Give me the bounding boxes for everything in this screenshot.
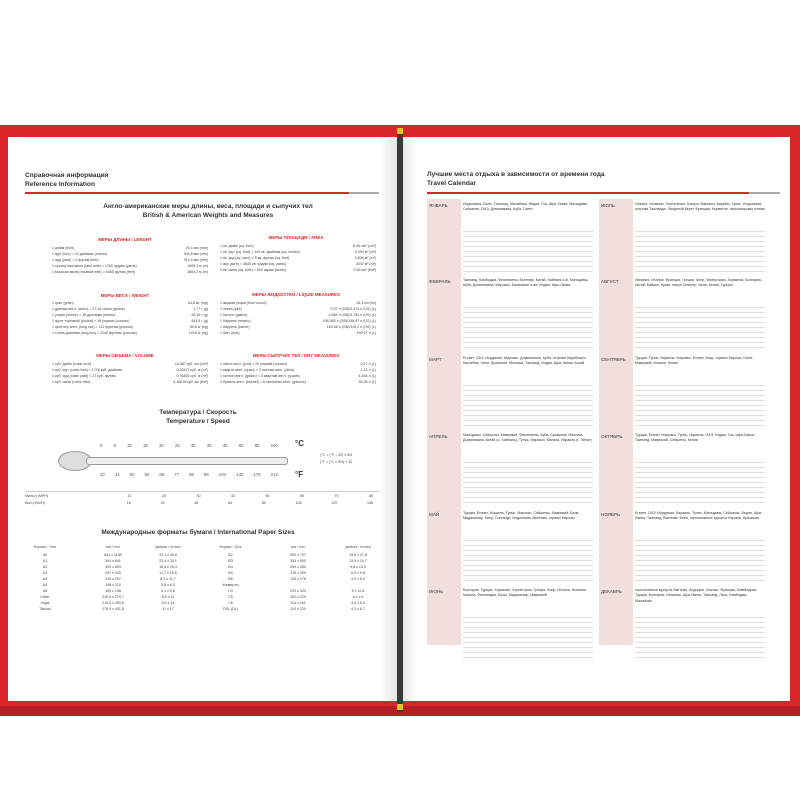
paper-cell: дюймы / inches	[155, 545, 181, 549]
month-places: Египет, ОАЭ, Иордания, Израиль, Тунис, Мальдивы, Сейшелы, Индия, Шри-Ланка, Таиланд, Вьетнам, Бали, горнолыжные курорты Европы, Бразилия	[635, 511, 763, 521]
temperature-title-en: Temperature / Speed	[166, 418, 230, 425]
writing-line	[635, 570, 765, 571]
writing-line	[635, 241, 765, 242]
month-band	[427, 508, 461, 585]
paper-cell: Legal	[40, 601, 50, 605]
writing-line	[463, 487, 593, 488]
paper-sizes-title: Международные форматы бумаги / International Paper Sizes	[101, 529, 295, 536]
binding-spine	[397, 128, 403, 712]
writing-line	[463, 497, 593, 498]
writing-line	[463, 322, 593, 323]
paper-cell: 841 x 1189	[104, 553, 122, 557]
writing-line	[463, 570, 593, 571]
paper-cell: 4,9 x 6,9	[351, 577, 365, 581]
left-page	[8, 137, 399, 701]
month-places: Египет, ОАЭ, Иордания, Марокко, Доминикана, Куба, острова Карибского бассейна, Чили, Бразилия, Мексика, Таиланд, Индия, Шри-Ланка, Китай	[463, 356, 586, 366]
writing-line	[463, 560, 593, 561]
writing-line	[635, 271, 765, 272]
writing-line	[635, 497, 765, 498]
fahrenheit-unit: °F	[295, 470, 304, 479]
writing-line	[463, 405, 593, 406]
month-places: Испания, Италия, Франция, Греция, Кипр, Черногория, Хорватия, Болгария, Китай, Байкал, Крым, озера Селигер, Бали, Кения, Турция	[635, 278, 762, 288]
writing-line	[635, 487, 765, 488]
paper-cell: мм / mm	[106, 545, 120, 549]
writing-line	[463, 482, 593, 483]
writing-line	[463, 575, 593, 576]
writing-line	[635, 642, 765, 643]
month-band	[599, 585, 633, 645]
writing-line	[463, 647, 593, 648]
liquid-row: 1 галлон (gallon) 4,546 л (GB)/3,784 л (US) (L)	[220, 313, 376, 317]
writing-line	[635, 652, 765, 653]
month-places: Италия, Испания, Португалия, Греция, Марокко, Карибы, Тунис, Индонезия, острова Таиланда, Лазурный берег Франции, Норвегия, черноморские пляжи	[635, 202, 765, 212]
month-name: ДЕКАБРЬ	[601, 589, 623, 594]
paper-cell: B4	[228, 565, 233, 569]
formula-f: (°F = (°C x 9/5) + 32	[320, 460, 353, 464]
paper-cell: 420 x 594	[105, 565, 121, 569]
writing-line	[463, 657, 593, 658]
month-name: ФЕВРАЛЬ	[429, 279, 451, 284]
writing-line	[635, 627, 765, 628]
temperature-title-ru: Температура / Скорость	[159, 409, 237, 416]
month-name: АВГУСТ	[601, 279, 619, 284]
writing-line	[635, 575, 765, 576]
writing-line	[463, 502, 593, 503]
paper-cell: 8,3 x 11,7	[160, 577, 176, 581]
writing-line	[463, 415, 593, 416]
right-gutter-shade	[401, 137, 417, 701]
writing-line	[463, 256, 593, 257]
writing-line	[635, 332, 765, 333]
paper-cell: 4,5 x 6,4	[351, 601, 365, 605]
writing-line	[463, 642, 593, 643]
month-band	[427, 275, 461, 353]
paper-cell: 4,3 x 8,7	[351, 607, 365, 611]
writing-line	[635, 502, 765, 503]
paper-cell: 279,4 x 431,8	[102, 607, 124, 611]
writing-line	[635, 492, 765, 493]
kmh-row: Км/ч (Km/H) 16 32 48 64 80 105 120 136	[25, 501, 373, 505]
paper-cell: 250 x 353	[290, 565, 306, 569]
length-row: 1 сухопутная миля (land mile) = 1760 ярдам (yards) 1609,3 м (m)	[52, 264, 208, 268]
area-section-title: МЕРЫ ПЛОЩАДИ / AREA	[268, 235, 324, 240]
right-page	[401, 137, 790, 701]
length-row: 1 ярд (yard) = 3 футам (feet) 914,4 мм (mm)	[52, 258, 208, 262]
length-row: 1 фут (foot) = 12 дюймам (inches) 304,8 мм (mm)	[52, 252, 208, 256]
writing-line	[463, 477, 593, 478]
volume-row: 1 куб. дюйм (cubic inch) 16,387 куб. см (cm³)	[52, 362, 208, 366]
writing-line	[635, 337, 765, 338]
writing-line	[635, 545, 765, 546]
thermometer-graphic	[58, 449, 288, 471]
writing-line	[635, 251, 765, 252]
paper-cell: 229 x 324	[290, 589, 306, 593]
paper-cell: 9,8 x 13,9	[350, 565, 366, 569]
paper-cell: 11,7 x 16,5	[159, 571, 177, 575]
area-row: 1 кв. дюйм (sq. inch) 6,45 см² (cm²)	[220, 244, 376, 248]
month-band	[427, 585, 461, 645]
paper-cell: A4	[42, 577, 48, 581]
left-page-header-ru: Справочная информация	[25, 172, 109, 179]
dry-row: 1 бушель англ. (bushel) = 8 галлонам англ. (gallons) 36,36 л (L)	[220, 380, 376, 384]
paper-cell: A5	[42, 583, 48, 587]
writing-line	[635, 312, 765, 313]
paper-cell: 9 x 12,8	[351, 589, 365, 593]
volume-section-title: МЕРЫ ОБЪЕМА / VOLUME	[96, 353, 154, 358]
paper-cell: 105 x 148	[105, 589, 121, 593]
paper-cell: B6	[228, 577, 233, 581]
paper-cell: 162 x 229	[290, 595, 306, 599]
paper-cell: 6,9 x 9,8	[351, 571, 365, 575]
month-band	[599, 430, 633, 508]
month-band	[599, 275, 633, 353]
paper-cell: 114 x 162	[290, 601, 306, 605]
month-places: Турция, Тунис, Израиль, Марокко, Египет, Кипр, страны Европы, Бали, Маврикий, Мальта, Кения	[635, 356, 753, 366]
writing-line	[463, 395, 593, 396]
weight-row: 1 тонна длинная (long ton) = 2240 фунтам (pounds) 1016 кг (kg)	[52, 331, 208, 335]
paper-cell: Конверты	[222, 583, 239, 587]
left-page-header-en: Reference Information	[25, 181, 95, 188]
writing-line	[635, 477, 765, 478]
measures-title-ru: Англо-американские меры длины, веса, площади и сыпучих тел	[103, 203, 313, 210]
month-band	[427, 199, 461, 275]
dry-section-title: МЕРЫ СЫПУЧИХ ТЕЛ / DRY MEASURES	[252, 353, 340, 358]
writing-line	[463, 261, 593, 262]
fahrenheit-scale: 32 41 50 59 68 77 86 95 104 140 176 212	[100, 472, 278, 477]
celsius-unit: °C	[295, 439, 304, 448]
paper-cell: A0	[42, 553, 48, 557]
paper-cell: 23,4 x 33,1	[159, 559, 177, 563]
writing-line	[463, 246, 593, 247]
writing-line	[463, 241, 593, 242]
paper-cell: 210 x 297	[105, 577, 121, 581]
paper-cell: 4,1 x 5,8	[161, 589, 175, 593]
writing-line	[463, 251, 593, 252]
paper-cell: Letter	[40, 595, 50, 599]
month-name: ИЮНЬ	[429, 589, 444, 594]
month-places: Индонезия, Бали, Таиланд, Малайзия, Индия, Гоа, Шри-Ланка, Мальдивы, Сейшелы, ОАЭ, Доминикана, Куба, Гаити	[463, 202, 588, 212]
writing-line	[463, 492, 593, 493]
writing-line	[463, 632, 593, 633]
writing-line	[463, 472, 593, 473]
writing-line	[635, 617, 765, 618]
writing-line	[463, 271, 593, 272]
area-row: 1 кв. миля (sq. mile) = 640 акрам (acres) 2,59 км² (km²)	[220, 268, 376, 272]
paper-cell: 110 x 220	[290, 607, 306, 611]
writing-line	[463, 307, 593, 308]
writing-line	[635, 327, 765, 328]
month-name: АПРЕЛЬ	[429, 434, 448, 439]
length-row: 1 дюйм (inch) 25,4 мм (mm)	[52, 246, 208, 250]
writing-line	[635, 246, 765, 247]
month-places: Таиланд, Камбоджа, Филиппины, Вьетнам, Китай, Хайнань о-в, Мальдивы, Куба, Доминикана, Марокко, Багамские о-ва, Индия, Шри-Ланка	[463, 278, 589, 288]
writing-line	[635, 647, 765, 648]
writing-line	[463, 410, 593, 411]
writing-line	[463, 617, 593, 618]
writing-line	[635, 395, 765, 396]
weight-row: 1 фунт торговый (pound) = 16 унциям (ounces) 453,6 г (g)	[52, 319, 208, 323]
writing-line	[635, 462, 765, 463]
writing-line	[463, 317, 593, 318]
month-band	[599, 199, 633, 275]
month-places: Турция, Египет, Израиль, Тунис, Марокко, Сейшелы, Маврикий, Бали, Мадагаскар, Кипр, Сингапур, Индонезия, Вьетнам, страны Европы	[463, 511, 580, 521]
paper-cell: 594 x 841	[105, 559, 121, 563]
writing-line	[635, 622, 765, 623]
writing-line	[463, 550, 593, 551]
writing-line	[635, 410, 765, 411]
writing-line	[635, 390, 765, 391]
liquid-row: 1 баррель (нефть) 158,988 л (GB)/158,97 л (US) (L)	[220, 319, 376, 323]
month-name: НОЯБРЬ	[601, 512, 621, 517]
paper-cell: 16,5 x 23,4	[159, 565, 177, 569]
weight-row: 1 драхма англ. (dram) = 27,34 грана (grains) 1,77 г (g)	[52, 307, 208, 311]
length-section-title: МЕРЫ ДЛИНЫ / LENGHT	[98, 237, 152, 242]
month-band	[599, 508, 633, 585]
writing-line	[463, 627, 593, 628]
speed-rule	[25, 491, 379, 492]
paper-cell: A6	[42, 589, 48, 593]
formula-c: (°C = (°F – 32) x 5/9	[320, 453, 353, 457]
writing-line	[635, 565, 765, 566]
writing-line	[463, 425, 593, 426]
volume-row: 1 куб. фут (cubic foot) = 1728 куб. дюймам 0,02817 куб. м (m³)	[52, 368, 208, 372]
writing-line	[463, 540, 593, 541]
writing-line	[635, 550, 765, 551]
month-name: СЕНТЯБРЬ	[601, 357, 626, 362]
month-name: ЯНВАРЬ	[429, 203, 448, 208]
paper-cell: 19,6 x 27,8	[349, 553, 367, 557]
writing-line	[463, 652, 593, 653]
writing-line	[463, 231, 593, 232]
header-gray-rule	[349, 192, 379, 194]
writing-line	[463, 385, 593, 386]
writing-line	[635, 472, 765, 473]
writing-line	[635, 637, 765, 638]
writing-line	[463, 312, 593, 313]
writing-line	[463, 580, 593, 581]
paper-cell: Формат / Size	[219, 545, 242, 549]
length-row: 1 морская миля (nautical mile) = 6080 футам (feet) 1853,2 м (m)	[52, 270, 208, 274]
dry-row: 1 кварта англ. (quart) = 2 пинтам англ. (pints) 1,13 л (L)	[220, 368, 376, 372]
liquid-row: 1 жидкая унция (fluid ounce) 28,4 мл (ml)	[220, 301, 376, 305]
writing-line	[635, 420, 765, 421]
header-red-rule	[25, 192, 349, 194]
writing-line	[635, 405, 765, 406]
month-places: горнолыжные курорты Австрии, Андорры, Италии, Франции, Швейцарии, Турция, Болгария, Испания, Шри-Ланка, Таиланд, Лаос, Камбоджа, Малайзия	[635, 588, 758, 603]
writing-line	[463, 420, 593, 421]
month-name: МАЙ	[429, 512, 440, 517]
header-gray-rule	[749, 192, 780, 194]
writing-line	[463, 565, 593, 566]
right-page-header-ru: Лучшие места отдыха в зависимости от времени года	[427, 171, 605, 178]
writing-line	[463, 332, 593, 333]
paper-cell: 215,9 x 355,6	[102, 601, 124, 605]
writing-line	[463, 327, 593, 328]
weight-row: 1 гран (grain) 64,8 мг (mg)	[52, 301, 208, 305]
paper-cell: A3	[42, 571, 48, 575]
writing-line	[463, 236, 593, 237]
weight-section-title: МЕРЫ ВЕСА / WEIGHT	[100, 293, 150, 298]
dry-row: 1 пинта англ. (pint) = 20 унциям (ounces) 0,57 л (L)	[220, 362, 376, 366]
paper-cell: 11 x 17	[162, 607, 174, 611]
writing-line	[463, 467, 593, 468]
writing-line	[635, 231, 765, 232]
writing-line	[635, 415, 765, 416]
volume-row: 1 куб. миля (cubic mile) 4,16818 куб. км (km³)	[52, 380, 208, 384]
month-band	[427, 430, 461, 508]
writing-line	[463, 266, 593, 267]
month-places: Мальдивы, Сейшелы, Маврикий, Филиппины, Куба, Бразилия, Мексика, Доминикана, Китай (о. Хайнань), Тунис, Марокко, Мальта, Израиль (г. Эйлат)	[463, 433, 592, 443]
writing-line	[463, 342, 593, 343]
area-row: 1 кв. фут (sq. foot) = 144 кв. дюймам (sq. inches) 0,093 м² (m²)	[220, 250, 376, 254]
paper-cell: B2	[228, 553, 233, 557]
paper-cell: 33,1 x 46,8	[159, 553, 177, 557]
paper-cell: 500 x 707	[290, 553, 306, 557]
writing-line	[635, 632, 765, 633]
month-band	[599, 353, 633, 430]
paper-cell: 148 x 210	[105, 583, 121, 587]
month-places: Турция, Египет, Марокко, Тунис, Израиль, ОАЭ, Индия, Гоа, Шри-Ланка, Таиланд, Маврикий, Сейшелы, Кения	[635, 433, 755, 443]
writing-line	[463, 462, 593, 463]
writing-line	[635, 307, 765, 308]
writing-line	[635, 261, 765, 262]
mph-row: Миль/ч (MPH) 10 20 30 40 50 65 75 85	[25, 494, 373, 498]
writing-line	[635, 482, 765, 483]
paper-cell: 13,9 x 19,7	[349, 559, 367, 563]
paper-cell: C4	[228, 589, 233, 593]
paper-cell: B3	[228, 559, 233, 563]
writing-line	[463, 545, 593, 546]
paper-cell: мм / mm	[291, 545, 305, 549]
writing-line	[635, 540, 765, 541]
month-band	[427, 353, 461, 430]
writing-line	[463, 622, 593, 623]
writing-line	[635, 560, 765, 561]
area-row: 1 кв. ярд (sq. yard) = 9 кв. футам (sq. feet) 0,836 м² (m²)	[220, 256, 376, 260]
writing-line	[635, 467, 765, 468]
paper-cell: 353 x 500	[290, 559, 306, 563]
writing-line	[635, 400, 765, 401]
month-places: Болгария, Турция, Хорватия, Черногория, Греция, Кипр, Италия, Испания, Мальта, Финляндия, Бали, Мадагаскар, Маврикий	[463, 588, 587, 598]
weight-row: 1 унция (ounce) = 16 драхмам (drams) 28,35 г (g)	[52, 313, 208, 317]
month-name: ОКТЯБРЬ	[601, 434, 623, 439]
liquid-section-title: МЕРЫ ЖИДКОСТЕЙ / LIQUID MEASURES	[252, 292, 340, 297]
paper-cell: 8,5 x 14	[161, 601, 175, 605]
paper-cell: Tabloid	[39, 607, 51, 611]
writing-line	[635, 236, 765, 237]
paper-cell: 297 x 420	[105, 571, 121, 575]
liquid-row: 1 пинта (pint) 0,57 л (GB)/0,473 л (US) (L)	[220, 307, 376, 311]
paper-cell: B5	[228, 571, 233, 575]
writing-line	[635, 385, 765, 386]
writing-line	[635, 342, 765, 343]
writing-line	[635, 425, 765, 426]
volume-row: 1 куб. ярд (cubic yard) = 27 куб. футам 0,76455 куб. м (m³)	[52, 374, 208, 378]
paper-cell: C6	[228, 601, 233, 605]
writing-line	[463, 347, 593, 348]
paper-cell: 6,4 x 9	[352, 595, 364, 599]
paper-cell: C5	[228, 595, 233, 599]
writing-line	[635, 322, 765, 323]
writing-line	[463, 637, 593, 638]
writing-line	[635, 317, 765, 318]
paper-cell: A2	[42, 565, 48, 569]
paper-cell: 5,8 x 8,3	[161, 583, 175, 587]
paper-cell: Формат / Size	[33, 545, 57, 549]
writing-line	[463, 400, 593, 401]
dry-row: 1 галлон англ. (gallon) = 4 квартам англ. (quarts) 4,546 л (L)	[220, 374, 376, 378]
paper-cell: A1	[42, 559, 48, 563]
month-name: ИЮЛЬ	[601, 203, 615, 208]
paper-cell: DSL (DL)	[223, 607, 238, 611]
writing-line	[635, 266, 765, 267]
writing-line	[635, 555, 765, 556]
weight-row: 1 центнер англ. (long cwt) = 112 фунтам (pounds) 50,8 кг (kg)	[52, 325, 208, 329]
paper-cell: дюймы / inches	[345, 545, 371, 549]
paper-cell: 215,9 x 279,7	[102, 595, 124, 599]
area-row: 1 акр (acre) = 4840 кв. ярдам (sq. yards) 4047 м² (m²)	[220, 262, 376, 266]
writing-line	[463, 390, 593, 391]
paper-cell: 176 x 250	[290, 571, 306, 575]
paper-cell: 8,5 x 11	[161, 595, 175, 599]
writing-line	[463, 337, 593, 338]
header-red-rule	[427, 192, 749, 194]
month-name: МАРТ	[429, 357, 442, 362]
liquid-row: 1 батт (butt) 490,97 л (L)	[220, 331, 376, 335]
celsius-scale: 0 5 10 15 20 25 30 35 40 60 80 100	[100, 443, 278, 448]
measures-title-en: British & American Weights and Measures	[142, 212, 274, 219]
writing-line	[463, 555, 593, 556]
writing-line	[635, 580, 765, 581]
right-page-header-en: Travel Calendar	[427, 180, 477, 187]
liquid-row: 1 баррель (barrel) 163,65 л (GB)/119,2 л (US) (L)	[220, 325, 376, 329]
writing-line	[635, 347, 765, 348]
paper-cell: 125 x 176	[290, 577, 306, 581]
writing-line	[635, 256, 765, 257]
writing-line	[635, 657, 765, 658]
